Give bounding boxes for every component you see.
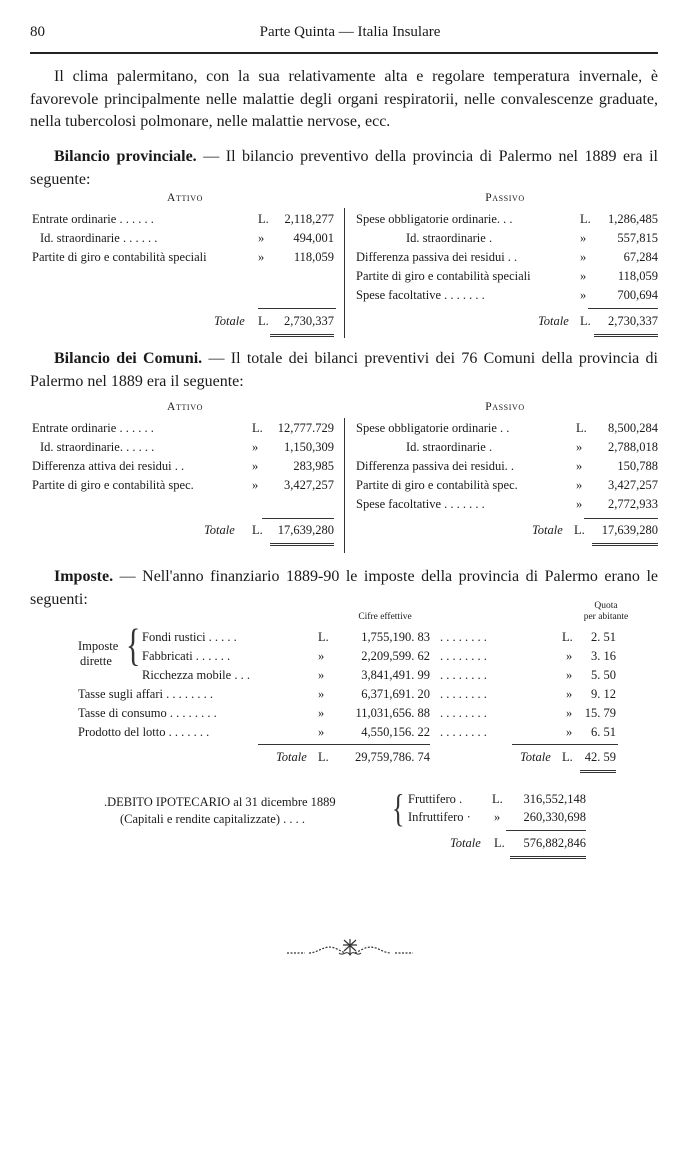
imposte-text: — Nell'anno finanziario 1889-90 le imposte della provincia di Palermo erano le seguenti: [30,568,658,608]
ornament-icon [285,935,415,961]
debito-totale-currency: L. [494,836,505,850]
provincial-passivo-sum-rule [588,308,658,309]
list-item-label: Id. straordinarie . [406,231,493,245]
list-item-label: Partite di giro e contabilità speciali [32,250,207,264]
provincial-attivo-sum-rule [258,308,336,309]
debito-line-1: .DEBITO IPOTECARIO al 31 dicembre 1889 [104,795,336,809]
comuni-passivo-double-rule [592,543,658,546]
table-row-value: 3,841,491. 99 [361,668,430,682]
list-item-label: Spese facoltative . . . . . . . [356,497,485,511]
list-item-value: 150,788 [617,459,658,473]
table-row-currency: » [318,706,325,720]
list-item-currency: L. [576,421,587,435]
list-item-label: Partite di giro e contabilità spec. [32,478,194,492]
provincial-totale-label-right: Totale [538,314,569,328]
table-row-dots: . . . . . . . . [440,687,487,701]
page-number: 80 [30,24,45,40]
imposte-paragraph [30,566,658,611]
table-row-quota-currency: » [566,725,573,739]
table-row-label: Tasse sugli affari . . . . . . . . [78,687,213,701]
imposte-totale-label-right: Totale [520,750,551,764]
table-row-quota: 15. 79 [584,706,616,720]
list-item-currency: » [580,288,587,302]
list-item-value: 2,788,018 [608,440,658,454]
list-item-value: 557,815 [617,231,658,245]
table-row-quota: 3. 16 [591,649,616,663]
list-item-currency: » [580,250,587,264]
table-row-quota: 2. 51 [591,630,616,644]
comuni-passivo-label: Passivo [485,401,525,413]
table-row-value: 1,755,190. 83 [361,630,430,644]
provincial-text: — Il bilancio preventivo della provincia di Palermo nel 1889 era il seguente: [30,148,659,188]
table-row-quota: 6. 51 [591,725,616,739]
list-item-currency: » [576,478,583,492]
comuni-paragraph [30,348,658,393]
imposte-quota-sum-rule [512,744,618,745]
list-item-value: 12,777.729 [277,421,334,435]
comuni-attivo-label: Attivo [167,401,203,413]
list-item-value: 283,985 [293,459,334,473]
debito-line-2: (Capitali e rendite capitalizzate) . . . . [120,812,305,826]
imposte-col-quota-2: per abitante [583,612,629,622]
table-row-value: 11,031,656. 88 [355,706,430,720]
table-row-label: Fabbricati . . . . . . [142,649,231,663]
list-item-currency: » [580,269,587,283]
list-item-label: Id. straordinarie . . . . . . [40,231,158,245]
comuni-divider [344,418,345,553]
comuni-passivo-sum-rule [584,518,658,519]
provincial-totale-label: Totale [214,314,245,328]
table-row-quota-currency: » [566,687,573,701]
imposte-heading: Imposte. [54,568,114,585]
table-row-quota-currency: » [566,649,573,663]
comuni-totale-attivo: 17,639,280 [277,523,334,537]
list-item-label: Partite di giro e contabilità speciali [356,269,531,283]
debito-sum-rule [506,830,586,831]
table-row-label: Fondi rustici . . . . . [142,630,237,644]
table-row-currency: » [318,668,325,682]
provincial-totale-currency-right: L. [580,314,591,328]
table-row-label: Tasse di consumo . . . . . . . . [78,706,217,720]
list-item-currency: » [576,497,583,511]
list-item-label: Differenza attiva dei residui . . [32,459,185,473]
list-item-currency: » [576,459,583,473]
list-item-label: Spese obbligatorie ordinarie . . [356,421,510,435]
list-item-label: Differenza passiva dei residui. . [356,459,515,473]
provincial-attivo-label: Attivo [167,192,203,204]
comuni-totale-currency-right: L. [574,523,585,537]
comuni-text: — Il totale dei bilanci preventivi dei 76 Comuni della provincia di Palermo nel 1889 era il seguente: [30,350,659,390]
provincial-totale-currency: L. [258,314,269,328]
table-row-dots: . . . . . . . . [440,668,487,682]
table-row-currency: » [318,687,325,701]
table-row-currency: L. [318,630,329,644]
list-item-value: 8,500,284 [608,421,658,435]
list-item-label: Spese obbligatorie ordinarie. . . [356,212,513,226]
comuni-totale-currency: L. [252,523,263,537]
list-item-label: Differenza passiva dei residui . . [356,250,518,264]
comuni-attivo-sum-rule [262,518,334,519]
list-item-label: Id. straordinarie . [406,440,493,454]
list-item-currency: » [258,231,265,245]
provincial-divider [344,208,345,338]
list-item-currency: » [576,440,583,454]
debito-fruttifero-currency: L. [492,792,503,806]
provincial-totale-passivo: 2,730,337 [608,314,658,328]
debito-totale-value: 576,882,846 [523,836,586,850]
debito-fruttifero-label: Fruttifero . [408,792,463,806]
list-item-value: 118,059 [293,250,334,264]
table-row-currency: » [318,725,325,739]
list-item-value: 118,059 [617,269,658,283]
list-item-label: Spese facoltative . . . . . . . [356,288,485,302]
debito-brace: { [392,787,405,831]
imposte-totale-label: Totale [276,750,307,764]
debito-infruttifero-currency: » [494,810,501,824]
table-row-dots: . . . . . . . . [440,706,487,720]
list-item-value: 1,286,485 [608,212,658,226]
imposte-group-label-1: Imposte [78,639,119,653]
table-row-value: 2,209,599. 62 [361,649,430,663]
comuni-totale-passivo: 17,639,280 [601,523,658,537]
list-item-currency: » [258,250,265,264]
debito-infruttifero-value: 260,330,698 [523,810,586,824]
list-item-value: 67,284 [623,250,658,264]
list-item-label: Id. straordinarie. . . . . . [40,440,155,454]
imposte-totale-currency: L. [318,750,329,764]
table-row-label: Ricchezza mobile . . . [142,668,250,682]
list-item-currency: L. [580,212,591,226]
table-row-currency: » [318,649,325,663]
table-row-quota-currency: » [566,706,573,720]
imposte-col-quota-1: Quota [594,601,618,611]
comuni-totale-label: Totale [204,523,235,537]
list-item-value: 2,118,277 [284,212,334,226]
provincial-attivo-double-rule [270,334,334,337]
comuni-totale-label-right: Totale [532,523,563,537]
list-item-currency: L. [258,212,269,226]
imposte-totale-quota: 42. 59 [584,750,616,764]
debito-totale-label: Totale [450,836,481,850]
debito-infruttifero-label: Infruttifero · [408,810,471,824]
intro-paragraph: Il clima palermitano, con la sua relativamente alta e regolare temperatura invernale, è favorevole principalmente nelle malattie degli organi respiratorii, nelle convalescenze graduate, nella tubercolosi polmonare, nelle malattie nervose, ecc. [30,68,658,130]
imposte-double-rule [580,770,616,773]
imposte-col-cifre: Cifre effettive [358,612,412,622]
list-item-value: 1,150,309 [284,440,334,454]
list-item-currency: » [252,459,259,473]
list-item-currency: » [252,440,259,454]
imposte-brace: { [126,621,141,671]
table-row-quota: 9. 12 [591,687,616,701]
imposte-group-label-2: dirette [80,654,112,668]
running-title: Parte Quinta — Italia Insulare [259,24,441,40]
list-item-value: 494,001 [293,231,334,245]
header-rule [30,52,658,54]
table-row-quota-currency: » [566,668,573,682]
list-item-value: 2,772,933 [608,497,658,511]
list-item-value: 3,427,257 [284,478,334,492]
provincial-heading: Bilancio provinciale. [54,148,197,165]
comuni-heading: Bilancio dei Comuni. [54,350,203,367]
imposte-totale-value: 29,759,786. 74 [355,750,430,764]
list-item-currency: L. [252,421,263,435]
table-row-value: 4,550,156. 22 [361,725,430,739]
provincial-passivo-double-rule [594,334,658,337]
table-row-dots: . . . . . . . . [440,725,487,739]
list-item-currency: » [580,231,587,245]
debito-double-rule [510,856,586,859]
list-item-label: Partite di giro e contabilità spec. [356,478,518,492]
imposte-sum-rule [258,744,430,745]
comuni-attivo-double-rule [270,543,334,546]
list-item-currency: » [252,478,259,492]
debito-fruttifero-value: 316,552,148 [523,792,586,806]
provincial-paragraph [30,146,658,191]
table-row-dots: . . . . . . . . [440,630,487,644]
table-row-quota-currency: L. [562,630,573,644]
list-item-label: Entrate ordinarie . . . . . . [32,212,154,226]
provincial-totale-attivo: 2,730,337 [284,314,334,328]
table-row-quota: 5. 50 [591,668,616,682]
table-row-label: Prodotto del lotto . . . . . . . [78,725,210,739]
table-row-dots: . . . . . . . . [440,649,487,663]
table-row-value: 6,371,691. 20 [361,687,430,701]
provincial-passivo-label: Passivo [485,192,525,204]
imposte-totale-quota-currency: L. [562,750,573,764]
list-item-value: 3,427,257 [608,478,658,492]
list-item-value: 700,694 [617,288,658,302]
list-item-label: Entrate ordinarie . . . . . . [32,421,154,435]
